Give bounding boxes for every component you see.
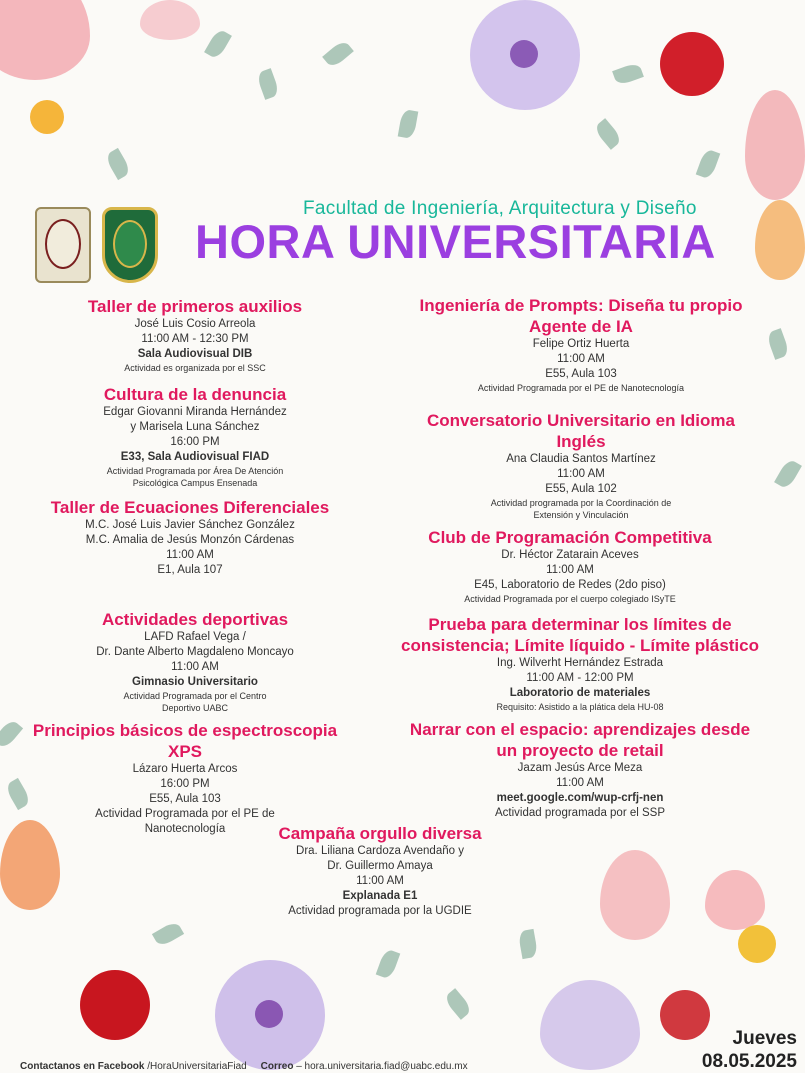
event-deportivas bbox=[25, 609, 365, 714]
event-speaker: Edgar Giovanni Miranda Hernández bbox=[103, 406, 287, 418]
event-orgullo-diversa bbox=[230, 823, 530, 919]
event-location: Explanada E1 bbox=[342, 890, 418, 902]
event-note: Actividad Programada por el PE de Nanotecnología bbox=[477, 383, 685, 393]
event-title: Cultura de la denuncia bbox=[103, 385, 287, 404]
event-time: 11:00 AM bbox=[546, 564, 594, 576]
event-ecuaciones bbox=[40, 497, 340, 578]
event-title: Prueba para determinar los límites de consistencia; Límite líquido - Límite plástico bbox=[401, 615, 759, 655]
event-location: Gimnasio Universitario bbox=[132, 676, 258, 688]
event-primeros-auxilios bbox=[30, 296, 360, 374]
event-note: Actividad programada por la Coordinación de bbox=[490, 498, 672, 508]
event-time: 11:00 AM - 12:30 PM bbox=[141, 333, 249, 345]
faculty-name: Facultad de Ingeniería, Arquitectura y Diseño bbox=[303, 198, 697, 219]
event-note: Actividad Programada por el PE de bbox=[95, 808, 275, 820]
event-title: Narrar con el espacio: aprendizajes desde un proyecto de retail bbox=[409, 720, 751, 760]
event-speaker: Ana Claudia Santos Martínez bbox=[506, 453, 656, 465]
event-time: 16:00 PM bbox=[170, 436, 220, 448]
event-note: Nanotecnología bbox=[144, 823, 226, 835]
event-note: Actividad es organizada por el SSC bbox=[124, 363, 266, 373]
event-speaker: M.C. José Luis Javier Sánchez González bbox=[85, 519, 295, 531]
event-title: Taller de Ecuaciones Diferenciales bbox=[50, 498, 330, 517]
event-club-programacion bbox=[400, 527, 740, 605]
event-speaker: Dra. Liliana Cardoza Avendaño y bbox=[296, 845, 464, 857]
event-note: Deportivo UABC bbox=[161, 703, 229, 713]
event-time: 16:00 PM bbox=[160, 778, 210, 790]
event-note: Actividad programada por el SSP bbox=[494, 807, 666, 819]
date-value: 08.05.2025 bbox=[701, 1051, 797, 1072]
email-address[interactable]: – hora.universitaria.fiad@uabc.edu.mx bbox=[293, 1061, 468, 1072]
event-speaker: y Marisela Luna Sánchez bbox=[130, 421, 260, 433]
event-prompts bbox=[405, 295, 757, 394]
event-title: Campaña orgullo diversa bbox=[278, 824, 482, 843]
event-location: E55, Aula 103 bbox=[149, 793, 221, 805]
event-speaker: Ing. Wilverht Hernández Estrada bbox=[496, 657, 664, 669]
fiad-logo bbox=[35, 207, 91, 283]
event-espectroscopia bbox=[15, 720, 355, 837]
event-conversatorio bbox=[410, 410, 752, 521]
event-note: Psicológica Campus Ensenada bbox=[132, 478, 258, 488]
event-speaker: Dr. Héctor Zatarain Aceves bbox=[501, 549, 639, 561]
event-limites-consistencia bbox=[400, 614, 760, 713]
event-cultura-denuncia bbox=[30, 384, 360, 489]
event-time: 11:00 AM - 12:00 PM bbox=[526, 672, 634, 684]
event-date bbox=[702, 1027, 797, 1073]
event-narrar-espacio bbox=[405, 719, 755, 821]
event-location: E55, Aula 102 bbox=[545, 483, 617, 495]
event-title: Taller de primeros auxilios bbox=[87, 297, 303, 316]
event-location: E55, Aula 103 bbox=[545, 368, 617, 380]
facebook-label: Contactanos en Facebook bbox=[20, 1061, 145, 1072]
event-time: 11:00 AM bbox=[556, 777, 604, 789]
event-speaker: Felipe Ortiz Huerta bbox=[532, 338, 630, 350]
event-speaker: José Luis Cosio Arreola bbox=[134, 318, 256, 330]
event-speaker: Dr. Dante Alberto Magdaleno Moncayo bbox=[96, 646, 294, 658]
event-time: 11:00 AM bbox=[356, 875, 404, 887]
event-title: Club de Programación Competitiva bbox=[428, 528, 712, 547]
facebook-handle[interactable]: /HoraUniversitariaFiad bbox=[144, 1061, 247, 1072]
event-location: Sala Audiovisual DIB bbox=[137, 348, 253, 360]
event-title: Conversatorio Universitario en Idioma Inglés bbox=[427, 411, 735, 451]
event-location: E33, Sala Audiovisual FIAD bbox=[120, 451, 270, 463]
event-note: Actividad programada por la UGDIE bbox=[288, 905, 472, 917]
event-speaker: LAFD Rafael Vega / bbox=[144, 631, 246, 643]
event-title: Actividades deportivas bbox=[101, 610, 289, 629]
event-time: 11:00 AM bbox=[557, 468, 605, 480]
event-time: 11:00 AM bbox=[166, 549, 214, 561]
event-note: Actividad Programada por Área De Atención bbox=[106, 466, 284, 476]
event-speaker: M.C. Amalia de Jesús Monzón Cárdenas bbox=[85, 534, 295, 546]
weekday: Jueves bbox=[732, 1028, 797, 1049]
event-location: E1, Aula 107 bbox=[157, 564, 223, 576]
event-note: Extensión y Vinculación bbox=[533, 510, 629, 520]
event-location: Laboratorio de materiales bbox=[509, 687, 651, 699]
event-time: 11:00 AM bbox=[171, 661, 219, 673]
event-speaker: Lázaro Huerta Arcos bbox=[132, 763, 238, 775]
event-speaker: Dr. Guillermo Amaya bbox=[327, 860, 433, 872]
event-note: Actividad Programada por el cuerpo colegiado ISyTE bbox=[464, 594, 676, 604]
event-title: Principios básicos de espectroscopia XPS bbox=[32, 721, 338, 761]
event-meet-link[interactable]: meet.google.com/wup-crfj-nen bbox=[496, 792, 664, 804]
uabc-logo bbox=[102, 207, 158, 283]
event-time: 11:00 AM bbox=[557, 353, 605, 365]
event-speaker: Jazam Jesús Arce Meza bbox=[517, 762, 643, 774]
event-title: Ingeniería de Prompts: Diseña tu propio Agente de IA bbox=[419, 296, 743, 336]
page-title: HORA UNIVERSITARIA bbox=[195, 215, 716, 268]
email-label: Correo bbox=[260, 1061, 294, 1072]
contact-footer bbox=[20, 1061, 468, 1072]
event-note: Requisito: Asistido a la plática dela HU-08 bbox=[496, 702, 664, 712]
event-note: Actividad Programada por el Centro bbox=[123, 691, 267, 701]
event-location: E45, Laboratorio de Redes (2do piso) bbox=[474, 579, 666, 591]
